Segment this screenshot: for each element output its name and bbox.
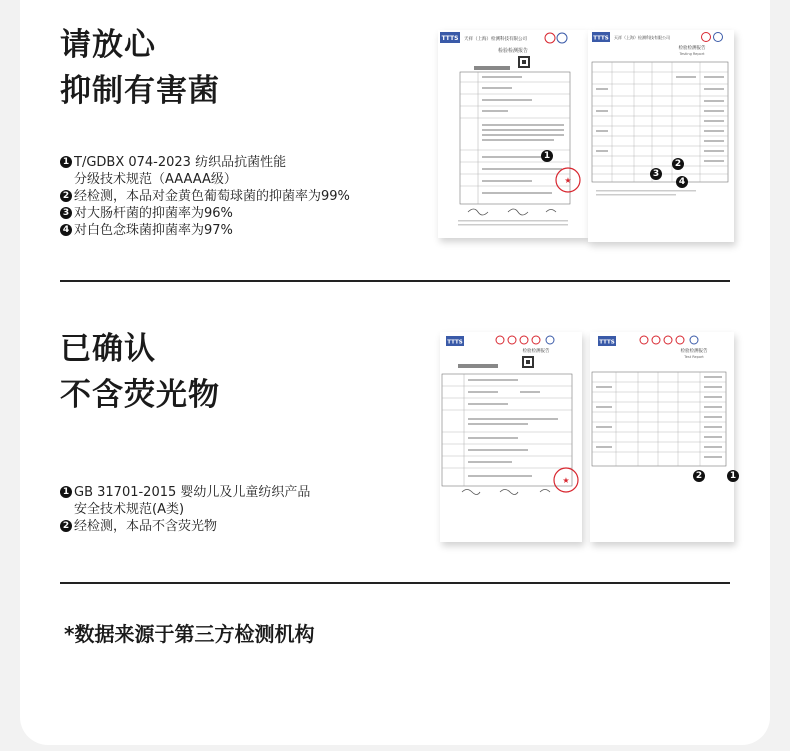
report-logo-text: TTTS <box>593 35 609 42</box>
svg-text:★: ★ <box>562 476 570 485</box>
claim-text: 对大肠杆菌的抑菌率为96% <box>74 206 233 221</box>
marker-badge: 4 <box>676 176 688 188</box>
fluorescence-title <box>60 326 220 418</box>
report-logo-text: TTTS <box>441 35 459 42</box>
report-logo-text: TTTS <box>447 339 463 346</box>
antibacterial-title <box>60 22 220 114</box>
claim-text: 经检测，本品不含荧光物 <box>74 519 218 534</box>
number-badge: 1 <box>60 156 72 168</box>
fluorescence-section <box>20 284 770 584</box>
list-item <box>60 484 310 518</box>
svg-text:★: ★ <box>564 176 572 185</box>
title-line: 不含荧光物 <box>60 377 220 413</box>
claim-text: T/GDBX 074-2023 纺织品抗菌性能 <box>74 155 287 170</box>
claim-text: 安全技术规范(A类) <box>74 502 185 517</box>
title-line: 抑制有害菌 <box>60 73 220 109</box>
list-item <box>60 154 350 188</box>
section-divider <box>60 582 730 584</box>
test-report-image <box>588 30 734 242</box>
claim-text: GB 31701-2015 婴幼儿及儿童纺织产品 <box>74 485 311 500</box>
list-item <box>60 188 350 205</box>
test-report-image <box>440 332 582 542</box>
claim-text: 经检测，本品对金黄色葡萄球菌的抑菌率为99% <box>74 189 350 204</box>
marker-badge: 3 <box>650 168 662 180</box>
list-item <box>60 205 350 222</box>
marker-badge: 1 <box>727 470 739 482</box>
source-footnote: *数据来源于第三方检测机构 <box>64 622 315 646</box>
number-badge: 3 <box>60 207 72 219</box>
title-line: 请放心 <box>60 27 156 63</box>
number-badge: 2 <box>60 190 72 202</box>
report-title: 检验检测报告 <box>522 349 550 354</box>
report-subtitle: Test Report <box>684 355 704 359</box>
test-report-image <box>590 332 737 542</box>
report-company: 天祥（上海）检测科技有限公司 <box>464 37 527 42</box>
content-card <box>20 0 770 745</box>
marker-badge: 2 <box>693 470 705 482</box>
number-badge: 2 <box>60 520 72 532</box>
report-subtitle: Testing Report <box>679 52 705 56</box>
list-item <box>60 518 310 535</box>
antibacterial-claims-list <box>60 154 350 239</box>
report-company: 天祥（上海）检测科技有限公司 <box>614 35 670 40</box>
number-badge: 1 <box>60 486 72 498</box>
claim-text: 分级技术规范（AAAAA级） <box>74 172 237 187</box>
report-logo-text: TTTS <box>599 339 615 346</box>
title-line: 已确认 <box>60 331 156 367</box>
section-divider <box>60 280 730 282</box>
claim-text: 对白色念珠菌抑菌率为97% <box>74 223 233 238</box>
test-report-image <box>438 30 588 238</box>
fluorescence-claims-list <box>60 484 310 535</box>
marker-badge: 1 <box>541 150 553 162</box>
report-title: 检验检测报告 <box>497 48 529 54</box>
marker-badge: 2 <box>672 158 684 170</box>
report-title: 检验检测报告 <box>678 46 706 51</box>
report-title: 检验检测报告 <box>680 349 708 354</box>
number-badge: 4 <box>60 224 72 236</box>
antibacterial-section <box>20 0 770 282</box>
list-item <box>60 222 350 239</box>
